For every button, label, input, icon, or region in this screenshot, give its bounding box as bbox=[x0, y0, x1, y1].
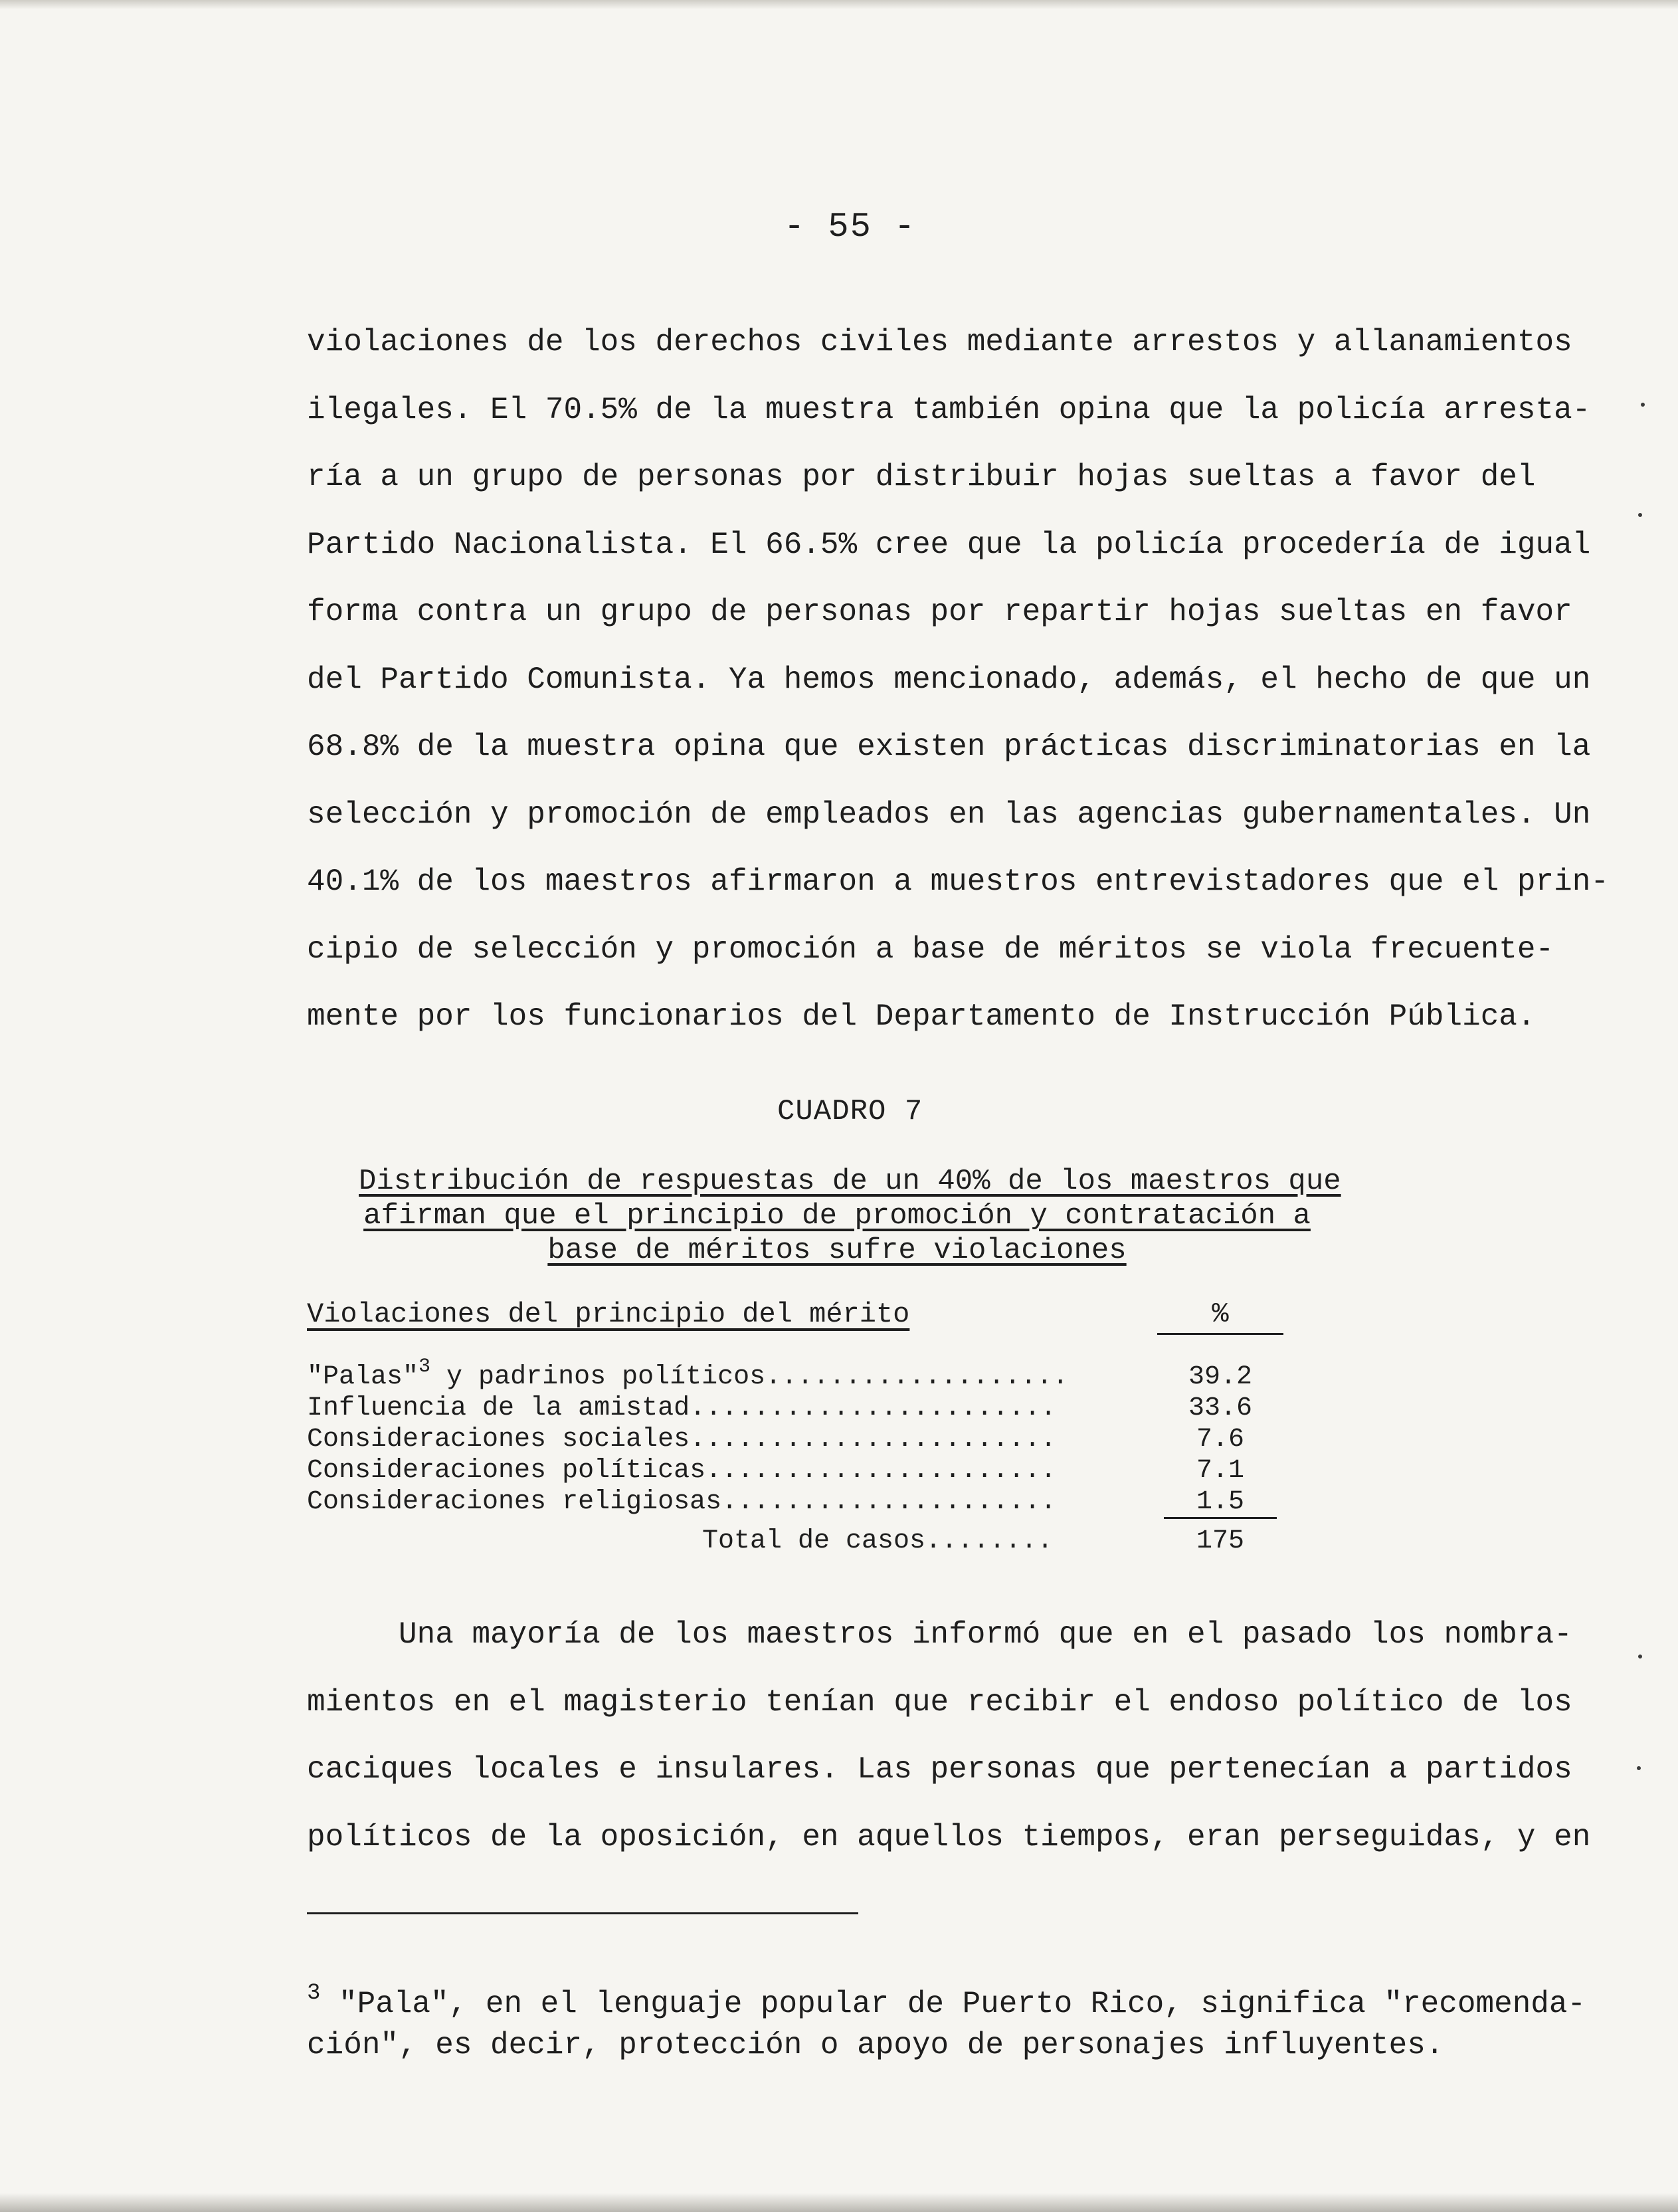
footnote-ref: 3 bbox=[419, 1356, 431, 1378]
row-value: 39.2 bbox=[1188, 1362, 1252, 1392]
row-label: Consideraciones sociales....................... bbox=[307, 1425, 1057, 1455]
table-caption: CUADRO 7 bbox=[777, 1095, 923, 1128]
row-value: 7.6 bbox=[1196, 1425, 1244, 1455]
row-label-rest: y padrinos políticos................... bbox=[430, 1362, 1069, 1392]
scan-speck bbox=[1641, 403, 1645, 407]
row-value: 7.1 bbox=[1196, 1456, 1244, 1486]
body-paragraph bbox=[307, 309, 1609, 1051]
footnote-line: ción", es decir, protección o apoyo de personajes influyentes. bbox=[307, 2028, 1444, 2062]
text-line: ilegales. El 70.5% de la muestra también opina que la policía arresta- bbox=[307, 392, 1591, 427]
row-label: Influencia de la amistad....................... bbox=[307, 1393, 1057, 1423]
footnote bbox=[307, 1981, 1586, 2066]
row-value: 1.5 bbox=[1164, 1487, 1277, 1519]
text-line: violaciones de los derechos civiles mediante arrestos y allanamientos bbox=[307, 325, 1572, 359]
text-line: del Partido Comunista. Ya hemos mencionado, además, el hecho de que un bbox=[307, 662, 1591, 697]
table-title-line: Distribución de respuestas de un 40% de los maestros que bbox=[359, 1165, 1341, 1198]
page-edge-top bbox=[0, 0, 1678, 9]
scan-speck bbox=[1637, 1766, 1641, 1770]
table-row bbox=[307, 1393, 1303, 1425]
row-label: Consideraciones políticas...................... bbox=[307, 1456, 1057, 1486]
scan-speck bbox=[1638, 513, 1642, 517]
row-label bbox=[307, 1356, 1069, 1392]
text-line: políticos de la oposición, en aquellos tiempos, eran perseguidas, y en bbox=[307, 1819, 1591, 1855]
table-row bbox=[307, 1456, 1303, 1487]
footnote-line bbox=[307, 1981, 1586, 2025]
row-value: 33.6 bbox=[1188, 1393, 1252, 1423]
scan-speck bbox=[1638, 1655, 1642, 1659]
table-row bbox=[307, 1425, 1303, 1456]
footnote-divider bbox=[307, 1912, 858, 1914]
text-line: mente por los funcionarios del Departamento de Instrucción Pública. bbox=[307, 999, 1536, 1034]
text-line: forma contra un grupo de personas por repartir hojas sueltas en favor bbox=[307, 595, 1572, 629]
table-row bbox=[307, 1487, 1303, 1518]
table-header bbox=[307, 1298, 1303, 1338]
table-row bbox=[307, 1356, 1303, 1393]
table-title-line: afirman que el principio de promoción y contratación a bbox=[363, 1199, 1311, 1233]
table-title-line: base de méritos sufre violaciones bbox=[547, 1234, 1127, 1267]
row-label-text: "Palas" bbox=[307, 1362, 419, 1392]
page-edge-bottom bbox=[0, 2193, 1678, 2212]
text-line: mientos en el magisterio tenían que recibir el endoso político de los bbox=[307, 1684, 1572, 1720]
text-line: caciques locales e insulares. Las personas que pertenecían a partidos bbox=[307, 1752, 1572, 1787]
column-header-label: Violaciones del principio del mérito bbox=[307, 1298, 910, 1330]
row-label: Consideraciones religiosas..................... bbox=[307, 1487, 1057, 1517]
text-line: 40.1% de los maestros afirmaron a muestros entrevistadores que el prin- bbox=[307, 864, 1609, 899]
text-line: Una mayoría de los maestros informó que en el pasado los nombra- bbox=[307, 1617, 1572, 1652]
column-header-percent: % bbox=[1157, 1298, 1283, 1335]
table-total-row bbox=[307, 1526, 1303, 1558]
table-body bbox=[307, 1356, 1303, 1558]
footnote-text: "Pala", en el lenguaje popular de Puerto Rico, significa "recomenda- bbox=[320, 1987, 1586, 2021]
total-label: Total de casos........ bbox=[702, 1526, 1054, 1556]
text-line: ría a un grupo de personas por distribuir hojas sueltas a favor del bbox=[307, 460, 1536, 494]
text-line: cipio de selección y promoción a base de méritos se viola frecuente- bbox=[307, 932, 1554, 967]
footnote-number: 3 bbox=[307, 1981, 321, 2006]
text-line: selección y promoción de empleados en las agencias gubernamentales. Un bbox=[307, 797, 1591, 832]
body-paragraph-2 bbox=[307, 1601, 1591, 1871]
table-title bbox=[359, 1164, 1341, 1268]
page-number: - 55 - bbox=[784, 207, 917, 247]
total-value: 175 bbox=[1196, 1526, 1244, 1556]
text-line: Partido Nacionalista. El 66.5% cree que la policía procedería de igual bbox=[307, 527, 1591, 562]
text-line: 68.8% de la muestra opina que existen prácticas discriminatorias en la bbox=[307, 730, 1591, 764]
